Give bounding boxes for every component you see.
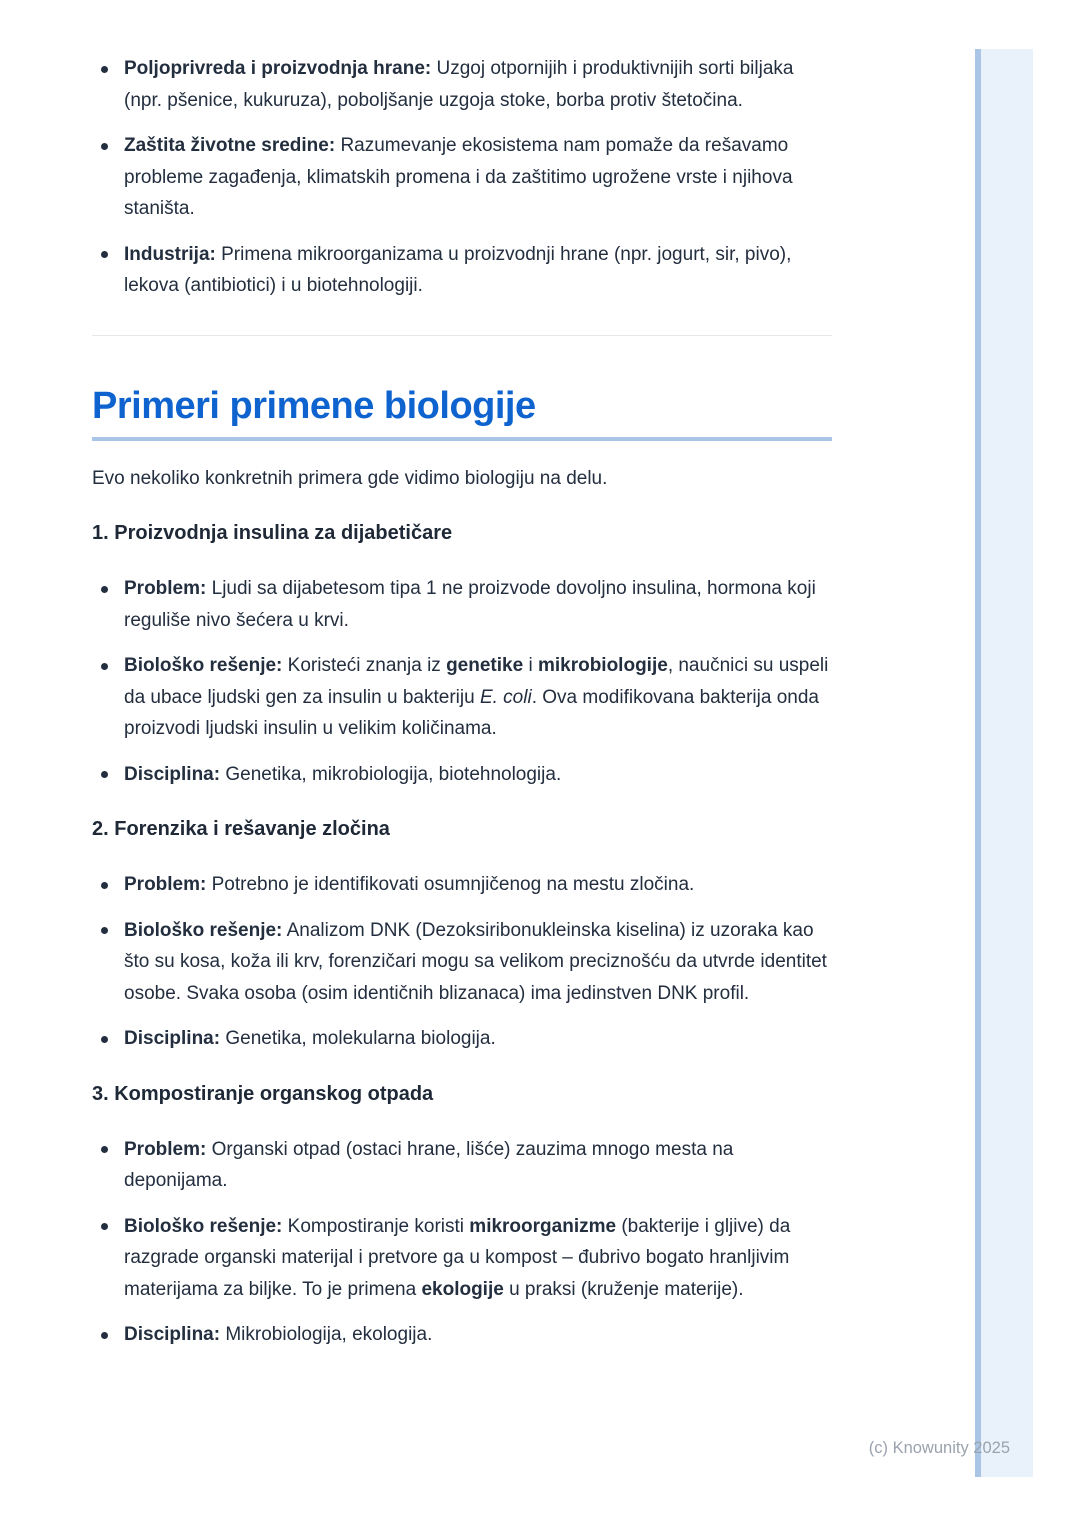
text-run: Industrija:: [124, 243, 216, 265]
text-run: Genetika, molekularna biologija.: [220, 1028, 496, 1049]
bullet-icon: [101, 143, 108, 150]
next-page-edge: [975, 49, 1033, 1477]
text-run: Analizom DNK (Dezoksiribonukleinska kiselina) iz uzoraka kao što su kosa, koža ili krv, forenzičari mogu sa velikom preciznošću da utvrde identitet osobe. Svaka osoba (osim identičnih blizanaca) ima jedinstven DNK profil.: [124, 919, 827, 1004]
list-item: [92, 53, 832, 116]
example-bullet-list-2: [92, 869, 832, 1055]
footer-credit: (c) Knowunity 2025: [868, 1439, 1010, 1457]
text-run: Biološko rešenje:: [124, 1215, 283, 1237]
page-content: [92, 0, 832, 1365]
text-run: . Ova modifikovana bakterija onda proizvodi ljudski insulin u velikim količinama.: [124, 686, 819, 739]
example-bullet-list-3: [92, 1134, 832, 1351]
text-run: Koristeći znanja iz: [282, 655, 447, 676]
list-item-text: [124, 874, 694, 895]
text-run: Disciplina:: [124, 763, 221, 785]
list-item-text: [124, 1028, 496, 1049]
text-run: (bakterije i gljive) da razgrade organski materijal i pretvore ga u kompost – đubrivo bogato hranljivim materijama za biljke. To je primena: [124, 1215, 791, 1300]
text-run: Mikrobiologija, ekologija.: [220, 1324, 433, 1345]
text-run: Ljudi sa dijabetesom tipa 1 ne proizvode dovoljno insulina, hormona koji reguliše nivo šećera u krvi.: [124, 578, 816, 631]
bullet-icon: [101, 586, 108, 593]
bullet-icon: [101, 1036, 108, 1043]
section-divider: [92, 335, 832, 336]
text-run: Genetika, mikrobiologija, biotehnologija.: [220, 763, 562, 785]
text-run: Problem:: [124, 1138, 207, 1160]
bullet-icon: [101, 882, 108, 889]
list-item-text: [124, 58, 793, 111]
list-item-text: [124, 244, 791, 297]
list-item: [92, 573, 832, 636]
list-item-text: [124, 578, 816, 631]
example-bullet-list-1: [92, 573, 832, 790]
text-run: mikroorganizme: [469, 1215, 617, 1237]
list-item: [92, 1023, 832, 1055]
list-item: [92, 1211, 832, 1306]
list-item: [92, 130, 832, 225]
text-run: Problem:: [124, 874, 207, 895]
text-run: Problem:: [124, 578, 207, 599]
text-run: Potrebno je identifikovati osumnjičenog na mestu zločina.: [206, 874, 695, 895]
list-item-text: [124, 1216, 790, 1300]
text-run: Disciplina:: [124, 1028, 221, 1049]
examples-slot: [92, 519, 832, 1351]
text-run: Kompostiranje koristi: [282, 1215, 470, 1237]
text-run: Uzgoj otpornijih i produktivnijih sorti biljaka (npr. pšenice, kukuruza), poboljšanje uzgoja stoke, borba protiv štetočina.: [124, 58, 794, 111]
text-run: Primena mikroorganizama u proizvodnji hrane (npr. jogurt, sir, pivo), lekova (antibiotici) i u biotehnologiji.: [124, 243, 792, 296]
text-run: Organski otpad (ostaci hrane, lišće) zauzima mnogo mesta na deponijama.: [124, 1138, 734, 1191]
list-item-text: [124, 1324, 432, 1345]
section-title: Primeri primene biologije: [92, 382, 832, 441]
text-run: Razumevanje ekosistema nam pomaže da rešavamo probleme zagađenja, klimatskih promena i da zaštitimo ugrožene vrste i njihova staništa.: [124, 135, 793, 219]
bullet-icon: [101, 1332, 108, 1339]
example-heading-1: 1. Proizvodnja insulina za dijabetičare: [92, 522, 453, 544]
bullet-icon: [101, 1223, 108, 1230]
intro-bullet-list: [92, 53, 832, 302]
list-item: [92, 1134, 832, 1197]
text-run: Disciplina:: [124, 1324, 221, 1345]
text-run: genetike: [446, 655, 524, 676]
text-run: Poljoprivreda i proizvodnja hrane:: [124, 58, 432, 79]
text-run: Zaštita životne sredine:: [124, 135, 336, 156]
text-run: Biološko rešenje:: [124, 919, 283, 941]
example-heading-2: 2. Forenzika i rešavanje zločina: [92, 818, 390, 840]
text-run: , naučnici su uspeli da ubace ljudski gen za insulin u bakteriju: [124, 655, 829, 708]
text-run: ekologije: [421, 1278, 504, 1300]
bullet-icon: [101, 771, 108, 778]
example-heading-3: 3. Kompostiranje organskog otpada: [92, 1082, 434, 1105]
list-item: [92, 1319, 832, 1351]
list-item: [92, 759, 832, 791]
bullet-icon: [101, 1146, 108, 1153]
bullet-icon: [101, 927, 108, 934]
bullet-icon: [101, 663, 108, 670]
list-item-text: [124, 920, 827, 1004]
list-item: [92, 915, 832, 1010]
list-item-text: [124, 764, 561, 785]
section-intro-text: Evo nekoliko konkretnih primera gde vidimo biologiju na delu.: [92, 467, 608, 489]
list-item-text: [124, 655, 828, 739]
bullet-icon: [101, 66, 108, 73]
bullet-icon: [101, 251, 108, 258]
list-item: [92, 869, 832, 901]
text-run: i: [523, 655, 538, 676]
list-item-text: [124, 135, 793, 219]
list-item: [92, 650, 832, 745]
text-run: Biološko rešenje:: [124, 655, 283, 676]
text-run: E. coli: [479, 686, 532, 708]
text-run: mikrobiologije: [537, 655, 668, 676]
text-run: u praksi (kruženje materije).: [503, 1278, 744, 1300]
intro-bullet-list-slot: [92, 53, 832, 302]
list-item-text: [124, 1139, 733, 1192]
list-item: [92, 239, 832, 302]
